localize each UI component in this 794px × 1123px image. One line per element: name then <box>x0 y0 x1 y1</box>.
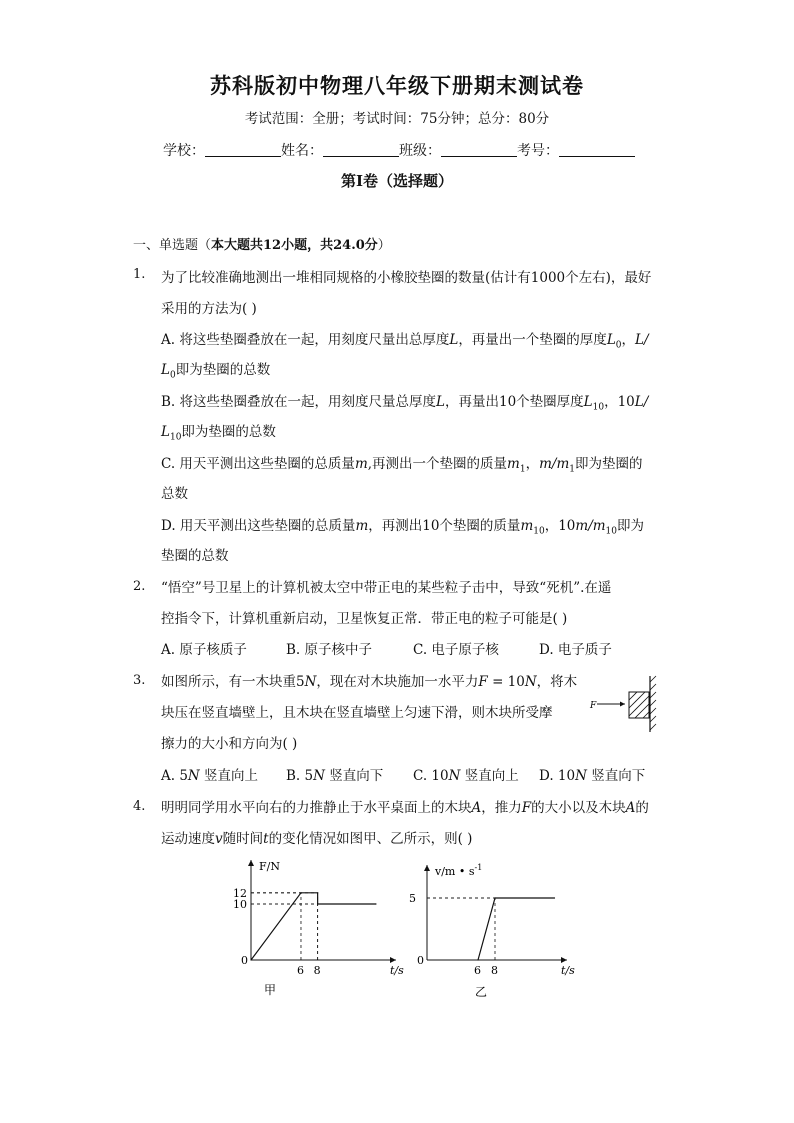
q1-a-var: L <box>449 332 459 348</box>
q1-d-var2: m <box>520 518 534 534</box>
jia-origin: 0 <box>241 954 248 967</box>
q1-d-ratio-sub: 10 <box>605 526 617 537</box>
q3-stem-line3: 擦力的大小和方向为( ) <box>161 736 298 752</box>
q3-stem-line2: 块压在竖直墙壁上，且木块在竖直墙壁上匀速下滑，则木块所受摩 <box>161 705 553 721</box>
q3-unit1: N <box>304 674 317 690</box>
q3-unit2: N <box>524 674 537 690</box>
q1-d-text4: 即为 <box>617 518 644 534</box>
q4-text7: 的变化情况如图甲、乙所示，则( ) <box>268 831 473 847</box>
q3-c-unit: N <box>448 768 461 784</box>
q4-var-t: t <box>263 831 269 847</box>
name-label: 姓名： <box>281 143 323 159</box>
q3-b-num: B. 5 <box>286 768 314 784</box>
wall-hatching <box>650 676 656 730</box>
yi-ylabel-sup: -1 <box>474 863 483 872</box>
q4-var-v: v <box>215 831 223 847</box>
jia-ylabel: F/N <box>259 860 280 873</box>
jia-point-1 <box>300 892 301 893</box>
exam-subtitle: 考试范围：全册；考试时间：75分钟；总分：80分 <box>244 111 550 127</box>
yi-xlabel: t/s <box>561 964 575 977</box>
q3-c-num: C. 10 <box>413 768 449 784</box>
force-time-graph <box>228 850 408 1000</box>
force-arrowhead <box>620 702 625 707</box>
yi-ylabel: v/m • $s^{-1}$ <box>435 863 483 878</box>
q4-number: 4. <box>133 799 146 814</box>
q1-a2-text: 即为垫圈的总数 <box>175 362 271 378</box>
q3-option-b <box>286 764 383 784</box>
q1-b-var2: L <box>583 394 593 410</box>
q1-b-text1: B. 将这些垫圈叠放在一起，用刻度尺量总厚度 <box>161 394 437 410</box>
q1-c-text1: C. 用天平测出这些垫圈的总质量 <box>161 456 355 472</box>
q3-option-a <box>161 764 258 784</box>
q1-d-text1: D. 用天平测出这些垫圈的总质量 <box>161 518 356 534</box>
jia-caption: 甲 <box>264 983 277 997</box>
q2-option-d: D. 电子质子 <box>539 642 612 658</box>
jia-point-0 <box>250 959 251 960</box>
q1-c-text2: ,再测出一个垫圈的质量 <box>367 456 508 472</box>
q1-c-ratio-sub: 1 <box>569 464 575 475</box>
q1-a-var3: L/ <box>635 332 649 348</box>
q4-text6: 随时间 <box>222 831 264 847</box>
q4-var-a2: A <box>625 800 636 816</box>
q1-b-var3: L/ <box>634 394 649 410</box>
q1-b-text3: ，10 <box>604 394 635 410</box>
q1-a-text2: ，再量出一个垫圈的厚度 <box>458 332 607 348</box>
section-bold: 本大题共12小题，共24.0分 <box>211 238 378 253</box>
q1-c-var2: m <box>507 456 520 472</box>
q3-a-num: A. 5 <box>161 768 188 784</box>
q3-d-num: D. 10 <box>539 768 576 784</box>
q3-a-dir: 竖直向上 <box>199 768 259 784</box>
jia-xtick-1: 8 <box>313 964 321 977</box>
yi-y-arrow <box>424 865 430 871</box>
q1-option-d-line2: 垫圈的总数 <box>161 548 229 564</box>
yi-xtick-0: 6 <box>474 964 481 977</box>
q1-stem-line2: 采用的方法为( ) <box>161 301 257 317</box>
q1-b-text2: ，再量出10个垫圈厚度 <box>444 394 584 410</box>
q4-text2: ，推力 <box>481 800 522 816</box>
jia-point-2 <box>317 892 318 893</box>
q2-number: 2. <box>133 579 146 594</box>
yi-series-line <box>478 898 555 960</box>
section-suffix: ） <box>377 238 391 253</box>
jia-y-arrow <box>248 860 254 866</box>
q4-var-a: A <box>471 800 482 816</box>
q4-text3: 的大小以及木块 <box>531 800 626 816</box>
yi-xtick-1: 8 <box>491 964 498 977</box>
q3-option-c <box>413 764 519 784</box>
q1-d-var: m <box>355 518 369 534</box>
class-blank <box>441 142 517 157</box>
yi-origin: 0 <box>417 954 424 967</box>
q1-a2-sub: 0 <box>169 370 176 381</box>
section-prefix: 一、单选题（ <box>133 238 212 253</box>
q1-b-sub: 10 <box>592 402 605 413</box>
q1-d-sub: 10 <box>533 526 545 537</box>
q1-d-ratio: m/m <box>575 518 606 534</box>
q4-text1: 明明同学用水平向右的力推静止于水平桌面上的木块 <box>161 800 472 816</box>
id-label: 考号： <box>517 143 559 159</box>
q1-b2-var: L <box>161 424 170 440</box>
yi-ytick-0: 5 <box>409 892 416 905</box>
jia-x-arrow <box>390 957 396 963</box>
q4-stem-line2 <box>161 827 472 847</box>
q1-a-text1: A. 将这些垫圈叠放在一起，用刻度尺量出总厚度 <box>161 332 450 348</box>
q4-text5: 运动速度 <box>161 831 215 847</box>
q3-d-dir: 竖直向下 <box>586 768 646 784</box>
q3-d-unit: N <box>575 768 587 784</box>
q1-option-c-line2: 总数 <box>161 486 188 502</box>
school-blank <box>205 142 281 157</box>
q3-b-unit: N <box>313 768 325 784</box>
q1-d-text2: ，再测出10个垫圈的质量 <box>368 518 521 534</box>
q4-var-f: F <box>521 800 532 816</box>
q2-stem-line1: “悟空”号卫星上的计算机被太空中带正电的某些粒子击中，导致“死机”.在遥 <box>161 580 612 596</box>
q1-c-text4: 即为垫圈的 <box>574 456 643 472</box>
q1-b-var: L <box>436 394 445 410</box>
jia-series-line <box>251 893 376 960</box>
q1-stem-line1: 为了比较准确地测出一堆相同规格的小橡胶垫圈的数量(估计有1000个左右)，最好 <box>161 270 652 286</box>
q4-text4: 的 <box>635 800 649 816</box>
q1-option-b <box>161 390 648 413</box>
q3-stem-line1 <box>161 670 577 690</box>
class-label: 班级： <box>399 143 441 159</box>
q1-a-var2: L <box>606 332 616 348</box>
yi-point-2 <box>554 897 555 898</box>
q1-b2-text: 即为垫圈的总数 <box>181 424 276 440</box>
q1-c-ratio: m/m <box>539 456 570 472</box>
name-blank <box>323 142 399 157</box>
q3-number: 3. <box>133 673 146 688</box>
jia-point-4 <box>375 903 376 904</box>
q3-text2: ，现在对木块施加一水平力 <box>316 674 479 690</box>
q1-c-text3: ， <box>525 456 540 472</box>
q2-option-c: C. 电子原子核 <box>413 642 499 658</box>
q1-option-a <box>161 328 649 351</box>
q1-c-sub: 1 <box>519 464 526 475</box>
q1-option-b-line2 <box>161 420 276 443</box>
yi-point-0 <box>477 959 478 960</box>
q3-c-dir: 竖直向上 <box>460 768 519 784</box>
q1-option-d <box>161 514 644 537</box>
q1-a-sub: 0 <box>615 340 622 351</box>
q1-option-a-line2 <box>161 358 270 381</box>
q1-number: 1. <box>133 267 146 282</box>
q1-c-var: m <box>354 456 368 472</box>
q1-a2-var: L <box>161 362 170 378</box>
yi-caption: 乙 <box>475 985 488 999</box>
q1-option-c <box>161 452 642 475</box>
q1-a-text3: ， <box>621 332 636 348</box>
jia-ytick-1: 12 <box>233 886 247 900</box>
jia-point-3 <box>317 903 318 904</box>
q3-text3: = 10 <box>487 674 525 690</box>
q4-stem-line1 <box>161 796 649 816</box>
id-blank <box>559 142 635 157</box>
q2-stem-line2: 控指令下，计算机重新启动，卫星恢复正常．带正电的粒子可能是( ) <box>161 611 568 627</box>
yi-x-arrow <box>561 957 567 963</box>
q1-d-text3: ，10 <box>544 518 576 534</box>
school-label: 学校： <box>163 143 205 159</box>
q3-a-unit: N <box>187 768 200 784</box>
q3-text1: 如图所示，有一木块重5 <box>161 674 305 690</box>
q3-text4: ，将木 <box>536 674 578 690</box>
jia-xtick-0: 6 <box>296 964 304 977</box>
q2-option-a: A. 原子核质子 <box>161 642 247 658</box>
jia-ytick-0: 10 <box>233 898 247 911</box>
volume-title: 第I卷（选择题） <box>340 172 454 190</box>
q3-option-d <box>539 764 645 784</box>
q1-b2-sub: 10 <box>169 432 182 443</box>
section-title <box>133 234 391 253</box>
q2-option-b: B. 原子核中子 <box>286 642 373 658</box>
q3-var-f: F <box>478 674 488 690</box>
page-title: 苏科版初中物理八年级下册期末测试卷 <box>210 73 584 98</box>
velocity-time-graph <box>405 855 575 1000</box>
q3-b-dir: 竖直向下 <box>324 768 384 784</box>
yi-point-1 <box>494 897 495 898</box>
jia-xlabel: t/s <box>390 964 404 977</box>
force-label: F <box>590 701 597 711</box>
student-info-row <box>163 140 635 160</box>
wall-block-figure <box>585 674 665 734</box>
